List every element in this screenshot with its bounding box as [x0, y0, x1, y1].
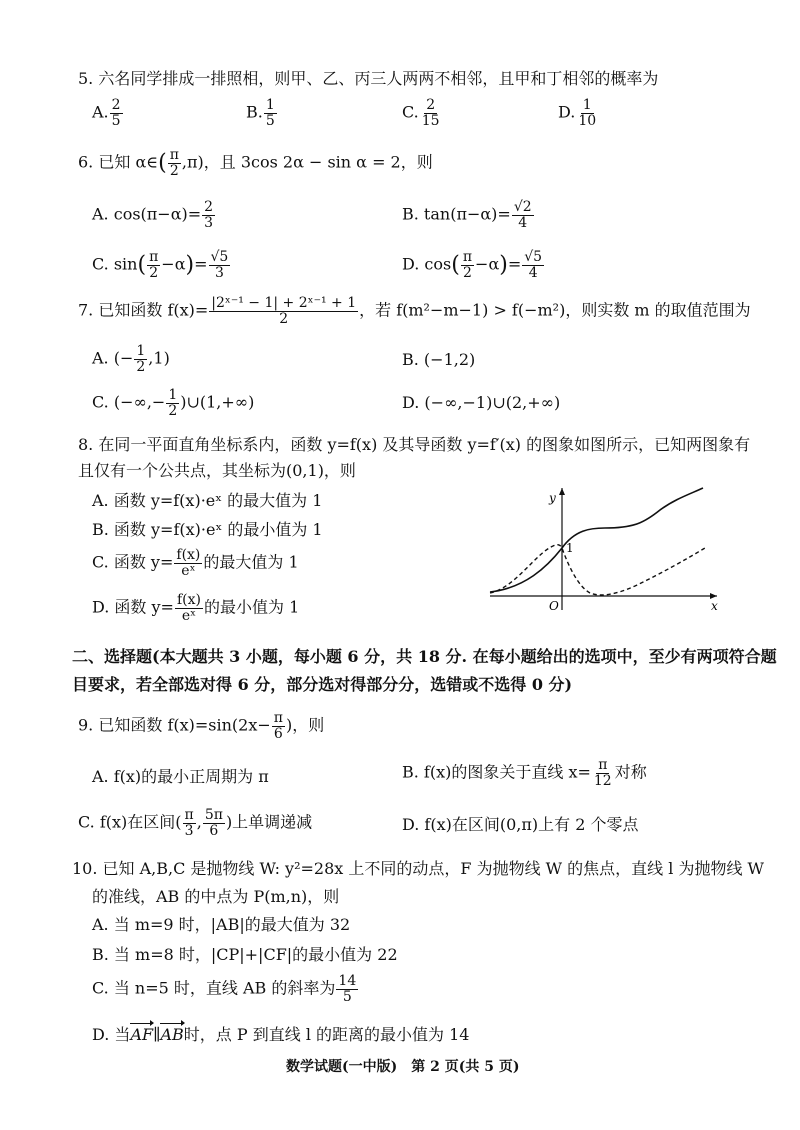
- q6-b-fraction: [512, 200, 534, 230]
- graph-origin-label: O: [549, 599, 559, 613]
- q5-option-c: [402, 98, 443, 128]
- q9-c-den2: 6: [209, 822, 219, 839]
- q6-b-den: 4: [518, 214, 528, 231]
- q9-c-num2: 5π: [204, 807, 223, 823]
- q9-option-d: D. f(x)在区间(0,π)上有 2 个零点: [402, 815, 639, 834]
- vector-af: AF: [130, 1025, 154, 1044]
- q5-c-den: 15: [421, 112, 440, 129]
- q7-a-num: 1: [136, 343, 146, 359]
- q5-stem: 5. 六名同学排成一排照相，则甲、乙、丙三人两两不相邻，且甲和丁相邻的概率为: [78, 69, 659, 88]
- q6-stem-den: 2: [169, 162, 179, 179]
- q6-option-b: [402, 200, 535, 230]
- q7-c-post: )∪(1,+∞): [180, 392, 255, 412]
- q9-c-pre: C. f(x)在区间(: [78, 812, 182, 832]
- q9-option-a: A. f(x)的最小正周期为 π: [92, 767, 269, 786]
- q8-c-num: f(x): [176, 547, 201, 563]
- q8-c-fraction: [174, 548, 202, 578]
- q8-stem-line1: 8. 在同一平面直角坐标系内，函数 y=f(x) 及其导函数 y=f′(x) 的图象如图所示，已知两图象有: [78, 435, 751, 454]
- q10-c-pre: C. 当 n=5 时，直线 AB 的斜率为: [92, 978, 336, 998]
- q5-c-num: 2: [426, 97, 436, 113]
- q7-a-fraction: [134, 344, 147, 374]
- q9-stem-den: 6: [273, 725, 283, 742]
- q7-c-den: 2: [168, 402, 178, 419]
- q6-d-rden: 4: [528, 264, 538, 281]
- q9-c-fraction-2: [203, 808, 225, 838]
- q9-c-den1: 3: [184, 822, 194, 839]
- q9-c-fraction-1: [183, 808, 196, 838]
- q6-stem-pre: 6. 已知 α∈: [78, 152, 159, 172]
- q6-d-den: 2: [462, 264, 472, 281]
- parallel-symbol: ∥: [153, 1025, 161, 1044]
- q6-option-c: C. sin( $\frac{\pi}{2}$ −α)= $\frac{√5}{3}$: [92, 249, 229, 281]
- q6-stem-fraction: [168, 148, 181, 178]
- q6-option-d: D. cos( $\frac{\pi}{2}$ −α)= $\frac{√5}{4}$: [402, 249, 543, 281]
- q10-c-num: 14: [338, 973, 357, 989]
- q6-left-paren: (: [158, 150, 167, 176]
- q9-stem-num: π: [273, 710, 283, 726]
- q10-d-post: 时，点 P 到直线 l 的距离的最小值为 14: [183, 1025, 470, 1044]
- q6-stem-post: ,π)，且 3cos 2α − sin α = 2，则: [181, 152, 433, 172]
- q10-option-b: B. 当 m=8 时，|CP|+|CF|的最小值为 22: [92, 945, 398, 964]
- q5-b-num: 1: [265, 97, 275, 113]
- q10-option-a: A. 当 m=9 时，|AB|的最大值为 32: [92, 915, 351, 934]
- q10-stem-line1: 10. 已知 A,B,C 是抛物线 W: y²=28x 上不同的动点，F 为抛物线 W 的焦点，直线 l 为抛物线 W: [72, 859, 765, 878]
- q8-d-num: f(x): [176, 592, 201, 608]
- q7-stem: [78, 296, 751, 326]
- q7-stem-pre: 7. 已知函数 f(x)=: [78, 300, 209, 320]
- q5-d-label: D.: [558, 102, 576, 122]
- q9-stem-post: )，则: [285, 715, 325, 735]
- q6-d-rnum: √5: [524, 249, 543, 265]
- q9-stem-fraction: [272, 711, 285, 741]
- q10-option-c: [92, 974, 359, 1004]
- q7-a-post: ,1): [148, 348, 170, 368]
- q7-c-num: 1: [168, 387, 178, 403]
- q6-d-right-paren: ): [499, 252, 508, 278]
- q5-option-b: [246, 98, 278, 128]
- q7-stem-fraction: [209, 296, 358, 326]
- q8-function-graph: [485, 482, 725, 614]
- q7-option-a: [92, 344, 170, 374]
- q6-d-left-paren: (: [451, 252, 460, 278]
- q8-d-post: 的最小值为 1: [203, 597, 300, 617]
- q8-c-post: 的最大值为 1: [203, 552, 299, 572]
- q7-option-d: D. (−∞,−1)∪(2,+∞): [402, 393, 561, 412]
- q6-c-result-fraction: [209, 250, 231, 280]
- q6-option-a: [92, 200, 216, 230]
- q7-c-pre: C. (−∞,−: [92, 392, 166, 412]
- q8-d-pre: D. 函数 y=: [92, 597, 174, 617]
- q5-option-a: [92, 98, 124, 128]
- q5-a-fraction: [110, 98, 123, 128]
- q8-option-a: A. 函数 y=f(x)·eˣ 的最大值为 1: [92, 491, 323, 510]
- graph-curve-f: [490, 488, 703, 592]
- q6-a-num: 2: [204, 199, 214, 215]
- q7-a-den: 2: [136, 358, 146, 375]
- q6-c-right-paren: ): [185, 252, 195, 278]
- q9-c-post: )上单调递减: [225, 812, 313, 832]
- q5-d-fraction: [576, 98, 598, 128]
- q7-option-b: B. (−1,2): [402, 350, 476, 369]
- q9-option-b: [402, 758, 647, 788]
- q7-stem-post: ，若 f(m²−m−1) > f(−m²)，则实数 m 的取值范围为: [359, 300, 751, 320]
- q9-c-num1: π: [184, 807, 194, 823]
- q6-d-text: D. cos: [402, 254, 452, 274]
- q9-b-pre: B. f(x)的图象关于直线 x=: [402, 762, 591, 782]
- section2-line1: 二、选择题(本大题共 3 小题，每小题 6 分，共 18 分. 在每小题给出的选项中，至少有两项符合题: [72, 647, 777, 666]
- graph-y-label: y: [549, 491, 556, 505]
- q6-stem-num: π: [169, 147, 179, 163]
- q6-d-num: π: [462, 249, 473, 265]
- q6-d-result-fraction: [522, 250, 544, 280]
- q6-c-fraction: [147, 250, 160, 280]
- q7-c-fraction: [166, 388, 179, 418]
- q6-a-fraction: [202, 200, 215, 230]
- graph-point-label: 1: [566, 541, 574, 555]
- q6-b-text: B. tan(π−α)=: [402, 204, 511, 224]
- q7-stem-num: |2ˣ⁻¹ − 1| + 2ˣ⁻¹ + 1: [211, 295, 357, 311]
- q5-b-den: 5: [265, 112, 275, 129]
- q5-a-den: 5: [111, 112, 121, 129]
- q8-option-b: B. 函数 y=f(x)·eˣ 的最小值为 1: [92, 520, 323, 539]
- q5-c-label: C.: [402, 102, 419, 122]
- section2-line2: 目要求，若全部选对得 6 分，部分选对得部分分，选错或不选得 0 分): [72, 675, 573, 694]
- graph-x-label: x: [711, 599, 718, 613]
- q9-b-post: 对称: [614, 762, 647, 782]
- q5-c-fraction: [420, 98, 442, 128]
- q5-option-d: [558, 98, 599, 128]
- q5-a-label: A.: [92, 102, 109, 122]
- q8-c-den: eˣ: [181, 562, 196, 579]
- q6-d-mid: −α: [475, 254, 500, 274]
- q5-d-num: 1: [582, 97, 592, 113]
- q8-option-c: [92, 548, 299, 578]
- q9-option-c: C. f(x)在区间( $\frac{\pi}{3}$ , $\frac{5\pi}{6}$ )上单调递减: [78, 807, 313, 839]
- q6-c-mid: −α: [161, 254, 186, 274]
- vector-ab: AB: [160, 1025, 184, 1044]
- q9-b-den: 12: [593, 772, 612, 789]
- q10-c-den: 5: [342, 988, 352, 1005]
- q6-c-num: π: [149, 249, 159, 265]
- q9-b-fraction: [592, 758, 614, 788]
- q8-d-den: eˣ: [181, 607, 197, 624]
- q8-option-d: [92, 593, 299, 623]
- q6-c-left-paren: (: [137, 252, 147, 278]
- q9-stem: [78, 711, 324, 741]
- q7-a-pre: A. (−: [92, 348, 134, 368]
- q10-c-fraction: [336, 974, 358, 1004]
- q6-a-text: A. cos(π−α)=: [92, 204, 202, 224]
- q9-b-num: π: [598, 757, 608, 773]
- q5-d-den: 10: [578, 112, 597, 129]
- q8-stem-line2: 且仅有一个公共点，其坐标为(0,1)，则: [78, 461, 356, 480]
- q10-stem-line2: 的准线，AB 的中点为 P(m,n)，则: [92, 887, 340, 906]
- q6-c-text: C. sin: [92, 254, 138, 274]
- q6-stem: [78, 148, 433, 178]
- q10-option-d: [92, 1022, 469, 1045]
- q6-c-den: 2: [149, 264, 159, 281]
- q7-option-c: [92, 388, 254, 418]
- q5-b-fraction: [264, 98, 277, 128]
- q6-b-num: √2: [513, 199, 532, 215]
- graph-curve-f-prime: [490, 545, 705, 595]
- q6-c-rnum: √5: [210, 249, 229, 265]
- q7-stem-den: 2: [279, 310, 289, 327]
- q6-d-fraction: [461, 250, 474, 280]
- page-footer: 数学试题(一中版) 第 2 页(共 5 页): [286, 1059, 520, 1075]
- q5-b-label: B.: [246, 102, 263, 122]
- q8-c-pre: C. 函数 y=: [92, 552, 174, 572]
- q9-stem-pre: 9. 已知函数 f(x)=sin(2x−: [78, 715, 271, 735]
- q6-c-rden: 3: [214, 264, 224, 281]
- q8-d-fraction: [175, 593, 203, 623]
- graph-y-arrow: [559, 488, 565, 495]
- q10-d-pre: D. 当: [92, 1025, 131, 1044]
- q6-a-den: 3: [204, 214, 214, 231]
- q5-a-num: 2: [111, 97, 121, 113]
